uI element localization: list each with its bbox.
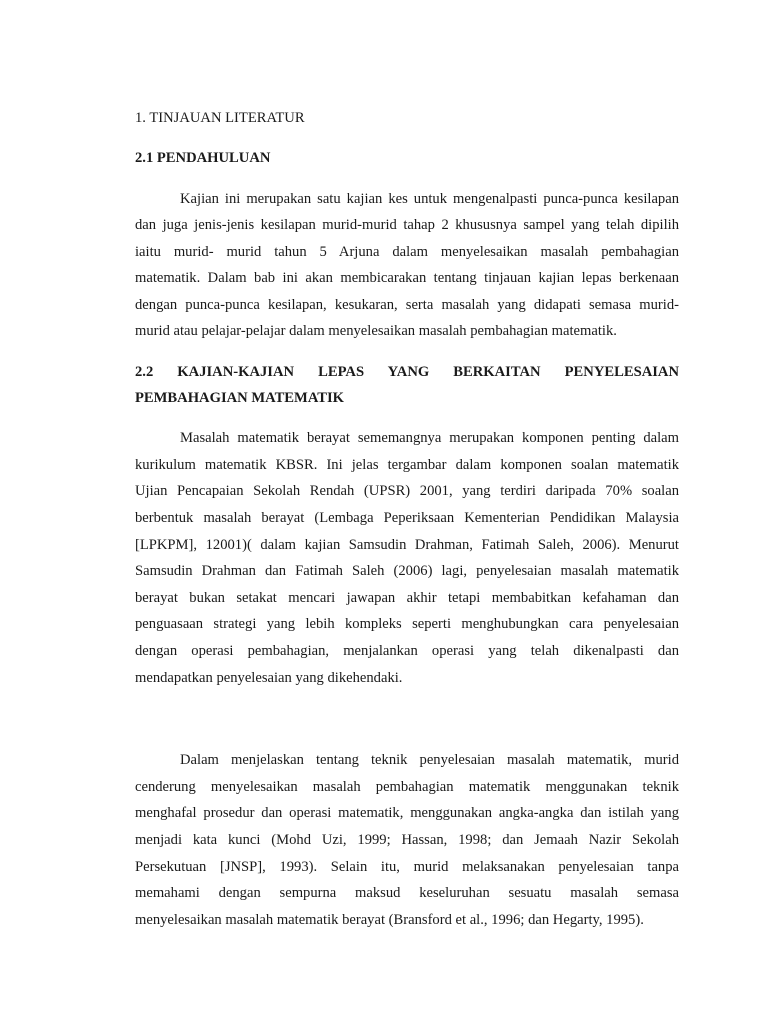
paragraph-line: iaitu murid- murid tahun 5 Arjuna dalam menyelesaikan masalah pembahagian — [135, 244, 679, 260]
paragraph-line: menjadi kata kunci (Mohd Uzi, 1999; Hassan, 1998; dan Jemaah Nazir Sekolah — [135, 832, 679, 848]
paragraph-line: matematik. Dalam bab ini akan membicarakan tentang tinjauan kajian lepas berkenaan — [135, 270, 679, 286]
section-heading-2-1: 2.1 PENDAHULUAN — [135, 150, 271, 166]
paragraph-line: Kajian ini merupakan satu kajian kes untuk mengenalpasti punca-punca kesilapan — [180, 191, 679, 207]
paragraph-line: berayat bukan setakat mencari jawapan akhir tetapi membabitkan kefahaman dan — [135, 590, 679, 606]
paragraph-line: dengan punca-punca kesilapan, kesukaran, serta masalah yang didapati semasa murid- — [135, 297, 679, 313]
paragraph-line: berbentuk masalah berayat (Lembaga Peperiksaan Kementerian Pendidikan Malaysia — [135, 510, 679, 526]
paragraph-line: Samsudin Drahman dan Fatimah Saleh (2006) lagi, penyelesaian masalah matematik — [135, 563, 679, 579]
paragraph-line: penguasaan strategi yang lebih kompleks seperti menghubungkan cara penyelesaian — [135, 616, 679, 632]
paragraph-line: Ujian Pencapaian Sekolah Rendah (UPSR) 2001, yang terdiri daripada 70% soalan — [135, 483, 679, 499]
paragraph-line: menghafal prosedur dan operasi matematik, menggunakan angka-angka dan istilah yang — [135, 805, 679, 821]
paragraph-line: memahami dengan sempurna maksud keseluruhan sesuatu masalah semasa — [135, 885, 679, 901]
paragraph-line: murid atau pelajar-pelajar dalam menyelesaikan masalah pembahagian matematik. — [135, 323, 617, 339]
paragraph-line: menyelesaikan masalah matematik berayat (Bransford et al., 1996; dan Hegarty, 1995). — [135, 912, 644, 928]
paragraph-line: Persekutuan [JNSP], 1993). Selain itu, murid melaksanakan penyelesaian tanpa — [135, 859, 679, 875]
paragraph-line: Dalam menjelaskan tentang teknik penyelesaian masalah matematik, murid — [180, 752, 679, 768]
paragraph-line: dan juga jenis-jenis kesilapan murid-murid tahap 2 khususnya sampel yang telah dipilih — [135, 217, 679, 233]
section-heading-line: 2.2 KAJIAN-KAJIAN LEPAS YANG BERKAITAN PENYELESAIAN — [135, 364, 679, 380]
paragraph-line: [LPKPM], 12001)( dalam kajian Samsudin Drahman, Fatimah Saleh, 2006). Menurut — [135, 537, 679, 553]
paragraph-line: dengan operasi pembahagian, menjalankan operasi yang telah dikenalpasti dan — [135, 643, 679, 659]
chapter-heading: 1. TINJAUAN LITERATUR — [135, 110, 305, 126]
paragraph-line: cenderung menyelesaikan masalah pembahagian matematik menggunakan teknik — [135, 779, 679, 795]
section-heading-line: PEMBAHAGIAN MATEMATIK — [135, 390, 345, 406]
paragraph-line: Masalah matematik berayat sememangnya merupakan komponen penting dalam — [180, 430, 679, 446]
paragraph-line: kurikulum matematik KBSR. Ini jelas tergambar dalam komponen soalan matematik — [135, 457, 679, 473]
paragraph-line: mendapatkan penyelesaian yang dikehendaki. — [135, 670, 403, 686]
